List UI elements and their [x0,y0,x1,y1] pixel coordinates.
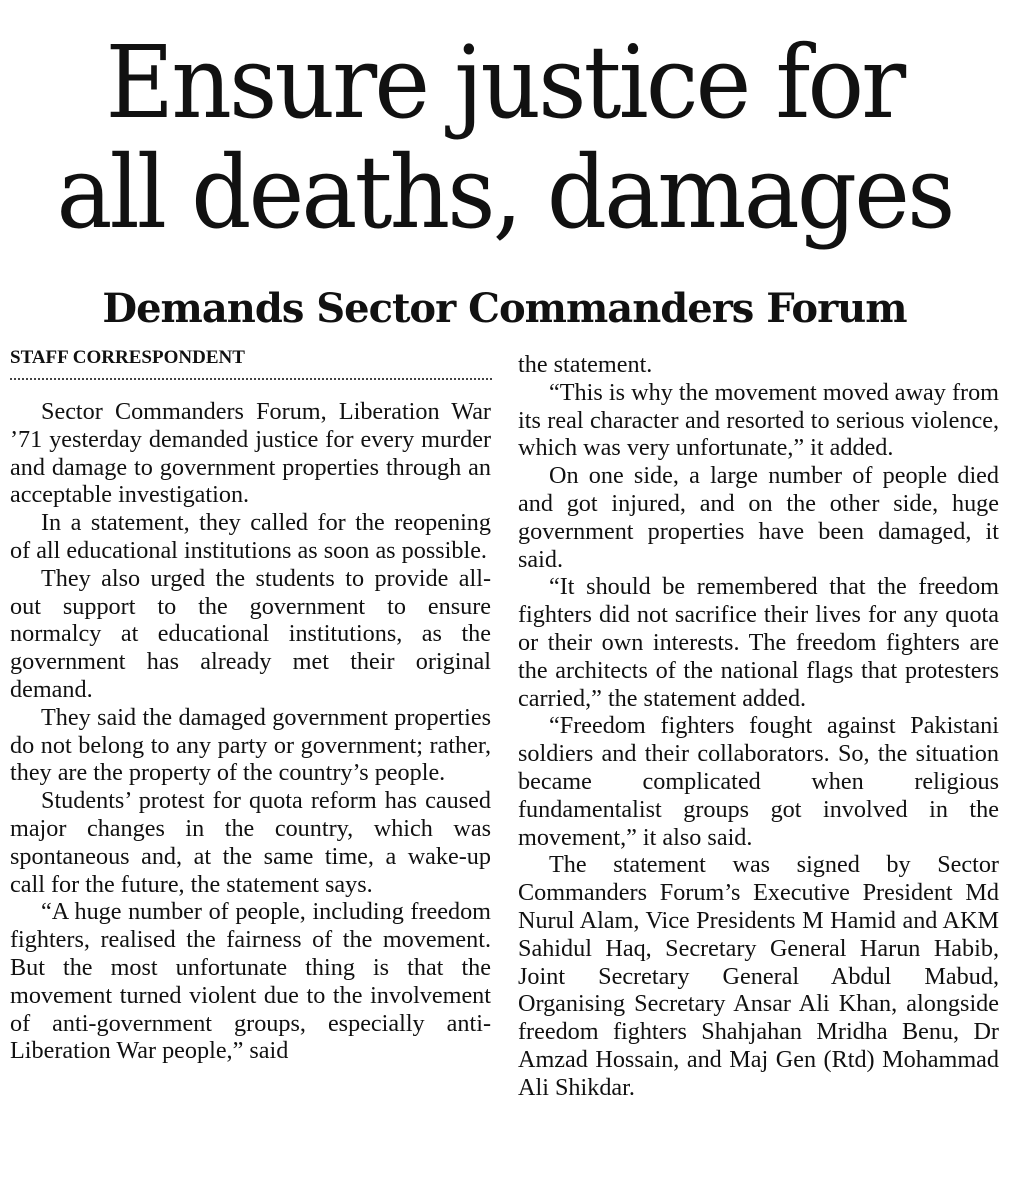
paragraph: “It should be remembered that the freedom fighters did not sacrifice their lives for any quota or their own interests. The freedom fighters are the architects of the national flags that protesters carried,” the statement added. [518,573,999,712]
byline: STAFF CORRESPONDENT [10,346,492,380]
paragraph: In a statement, they called for the reopening of all educational institutions as soon as possible. [10,509,491,564]
article-column-left [10,398,491,1065]
paragraph: Students’ protest for quota reform has caused major changes in the country, which was spontaneous and, at the same time, a wake-up call for the future, the statement says. [10,787,491,898]
headline-line-1: Ensure justice for [105,24,904,141]
paragraph: “A huge number of people, including freedom fighters, realised the fairness of the movement. But the most unfortunate thing is that the movement turned violent due to the involvement of anti-government groups, especially anti-Liberation War people,” said [10,898,491,1065]
paragraph: They said the damaged government properties do not belong to any party or government; rather, they are the property of the country’s people. [10,703,491,787]
subheadline: Demands Sector Commanders Forum [102,285,907,332]
paragraph: “Freedom fighters fought against Pakistani soldiers and their collaborators. So, the situation became complicated when religious fundamentalist groups got involved in the movement,” it also said. [518,712,999,851]
headline [30,24,978,251]
paragraph: On one side, a large number of people died and got injured, and on the other side, huge government properties have been damaged, it said. [518,462,999,573]
paragraph: Sector Commanders Forum, Liberation War ’71 yesterday demanded justice for every murder and damage to government properties through an acceptable investigation. [10,398,491,509]
paragraph: They also urged the students to provide all-out support to the government to ensure normalcy at educational institutions, as the government has already met their original demand. [10,564,491,703]
article-column-right [518,351,999,1102]
paragraph: The statement was signed by Sector Commanders Forum’s Executive President Md Nurul Alam, Vice Presidents M Hamid and AKM Sahidul Haq, Secretary General Harun Habib, Joint Secretary General Abdul Mabud, Organising Secretary Ansar Ali Khan, alongside freedom fighters Shahjahan Mridha Benu, Dr Amzad Hossain, and Maj Gen (Rtd) Mohammad Ali Shikdar. [518,851,999,1101]
paragraph-continuation: the statement. [518,351,653,378]
paragraph: “This is why the movement moved away from its real character and resorted to serious violence, which was very unfortunate,” it added. [518,378,999,462]
headline-line-2: all deaths, damages [56,134,953,251]
